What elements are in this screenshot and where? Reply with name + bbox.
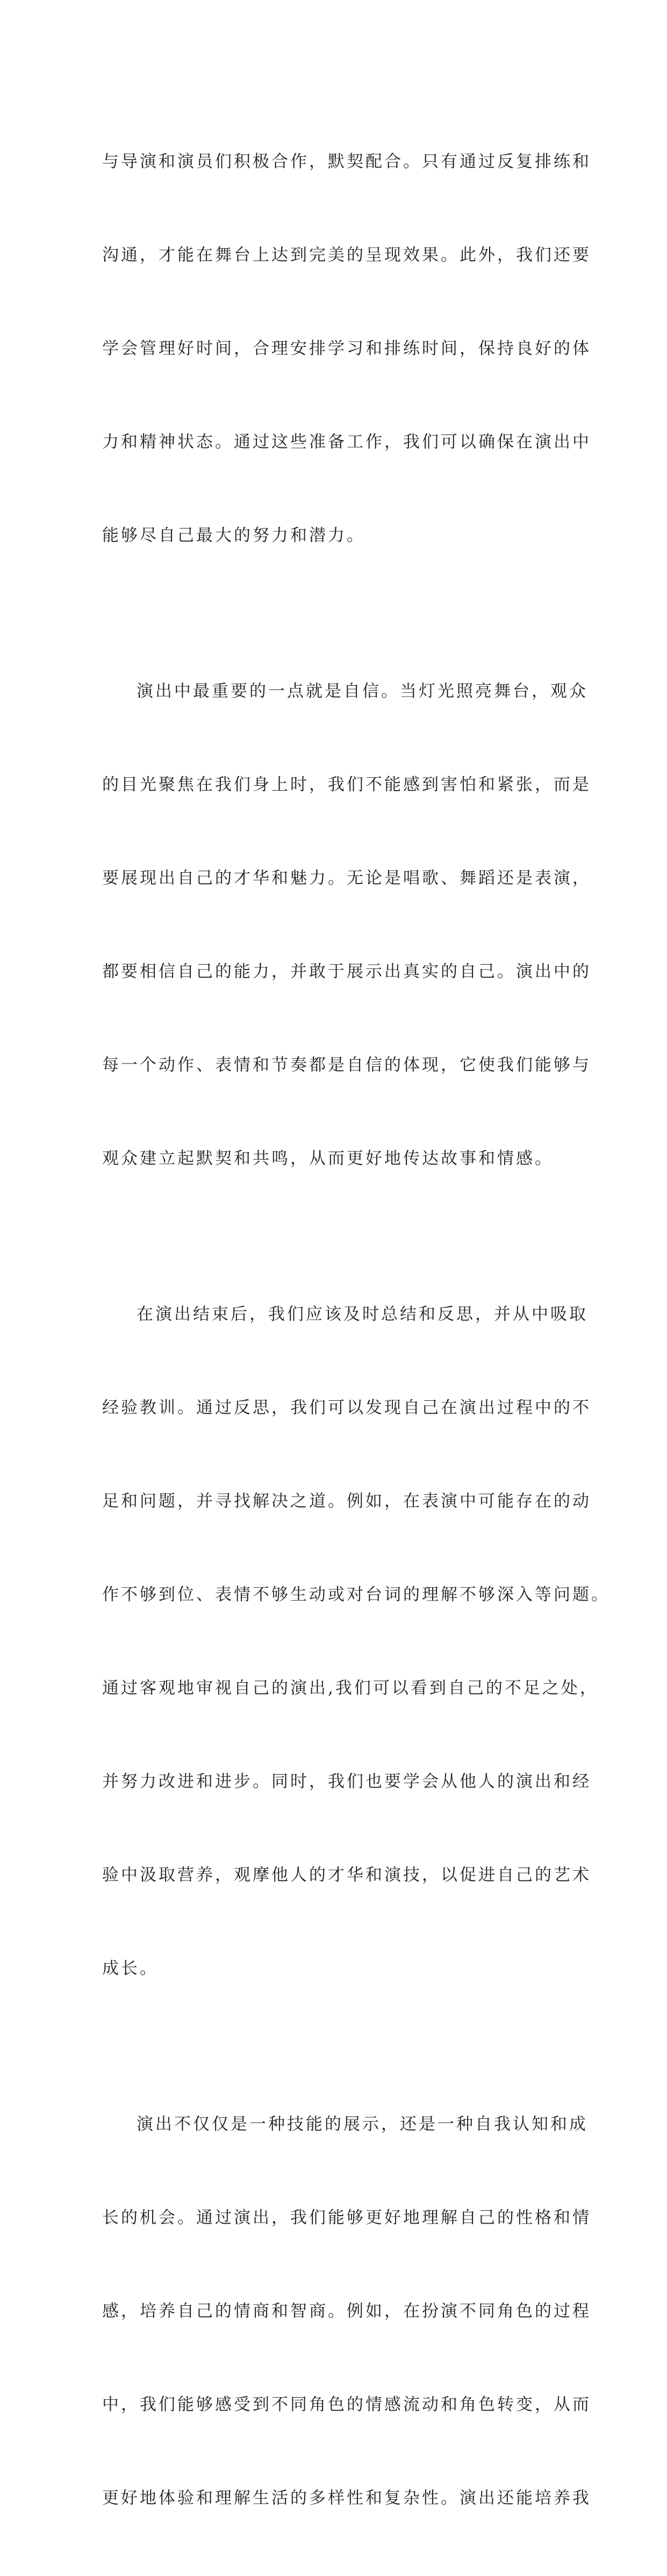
paragraph-3: [102, 1236, 610, 2046]
document-body: [102, 84, 610, 2576]
text-line: 要展现出自己的才华和魅力。无论是唱歌、舞蹈还是表演，: [102, 869, 591, 888]
text-line: 演出中最重要的一点就是自信。当灯光照亮舞台，观众: [137, 682, 588, 701]
text-line: 沟通，才能在舞台上达到完美的呈现效果。此外，我们还要: [102, 245, 591, 265]
text-line: 力和精神状态。通过这些准备工作，我们可以确保在演出中: [102, 432, 591, 452]
text-line: 足和问题，并寻找解决之道。例如，在表演中可能存在的动: [102, 1492, 591, 1511]
text-line: 并努力改进和进步。同时，我们也要学会从他人的演出和经: [102, 1772, 591, 1791]
paragraph-2: [102, 613, 591, 1236]
text-line: 经验教训。通过反思，我们可以发现自己在演出过程中的不: [102, 1398, 591, 1417]
text-line: 都要相信自己的能力，并敢于展示出真实的自己。演出中的: [102, 962, 591, 981]
text-line: 感，培养自己的情商和智商。例如，在扮演不同角色的过程: [102, 2302, 591, 2321]
text-line: 每一个动作、表情和节奏都是自信的体现，它使我们能够与: [102, 1055, 591, 1075]
text-line: 中，我们能够感受到不同角色的情感流动和角色转变，从而: [102, 2395, 591, 2414]
paragraph-1: [102, 84, 591, 613]
text-line: 更好地体验和理解生活的多样性和复杂性。演出还能培养我: [102, 2488, 591, 2508]
text-line: 观众建立起默契和共鸣，从而更好地传达故事和情感。: [102, 1149, 554, 1168]
text-line: 长的机会。通过演出，我们能够更好地理解自己的性格和情: [102, 2208, 591, 2227]
text-line: 成长。: [102, 1959, 159, 1978]
text-line: 作不够到位、表情不够生动或对台词的理解不够深入等问题。: [102, 1585, 610, 1604]
paragraph-4: [102, 2046, 591, 2576]
text-line: 在演出结束后，我们应该及时总结和反思，并从中吸取: [137, 1305, 588, 1324]
text-line: 演出不仅仅是一种技能的展示，还是一种自我认知和成: [137, 2115, 588, 2134]
text-line: 的目光聚焦在我们身上时，我们不能感到害怕和紧张，而是: [102, 775, 591, 794]
text-line: 能够尽自己最大的努力和潜力。: [102, 526, 365, 545]
text-line: 学会管理好时间，合理安排学习和排练时间，保持良好的体: [102, 339, 591, 358]
text-line: 与导演和演员们积极合作，默契配合。只有通过反复排练和: [102, 152, 591, 171]
text-line: 验中汲取营养，观摩他人的才华和演技，以促进自己的艺术: [102, 1865, 591, 1885]
text-line: 通过客观地审视自己的演出,我们可以看到自己的不足之处，: [102, 1678, 599, 1698]
